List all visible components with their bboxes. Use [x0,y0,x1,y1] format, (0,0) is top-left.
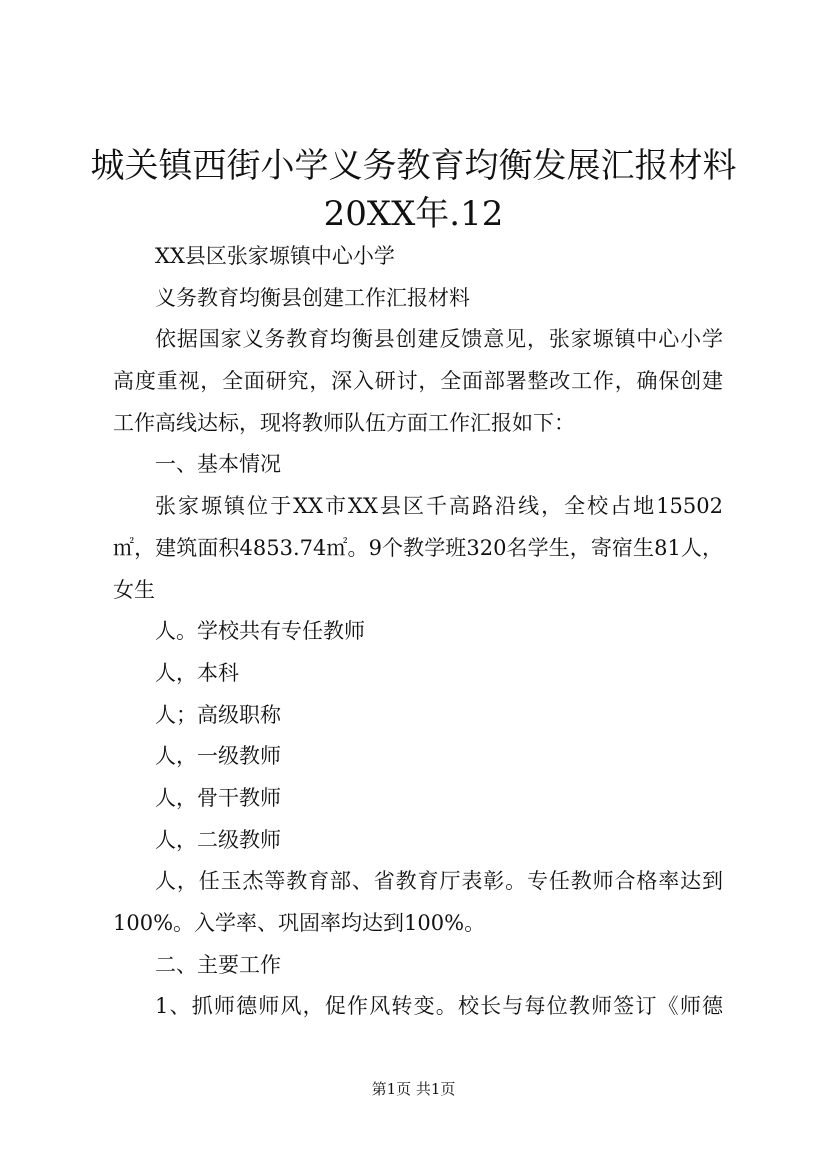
paragraph-line: ㎡，建筑面积4853.74㎡。9个教学班320名学生，寄宿生81人， [113,535,723,560]
paragraph-line: 1、抓师德师风，促作风转变。校长与每位教师签订《师德 [155,994,723,1019]
page-footer: 第1页 共1页 [371,1080,456,1098]
paragraph-line: 人；高级职称 [155,702,281,727]
document-title: 城关镇西街小学义务教育均衡发展汇报材料 [90,146,737,186]
paragraph-line: 女生 [113,577,155,602]
paragraph-line: 人，一级教师 [155,744,281,769]
section-heading: 一、基本情况 [155,452,281,477]
report-subtitle-line: 义务教育均衡县创建工作汇报材料 [155,285,470,310]
paragraph-line: 人，本科 [155,660,239,685]
paragraph-line: 人。学校共有专任教师 [155,619,365,644]
paragraph-line: 工作高线达标，现将教师队伍方面工作汇报如下： [113,410,575,435]
document-body [113,236,723,1028]
paragraph-line: 人，任玉杰等教育部、省教育厅表彰。专任教师合格率达到 [155,869,723,894]
paragraph-line: 依据国家义务教育均衡县创建反馈意见，张家塬镇中心小学 [155,327,723,352]
section-heading: 二、主要工作 [155,952,281,977]
paragraph-line: 人，二级教师 [155,827,281,852]
paragraph-line: 100%。入学率、巩固率均达到100%。 [113,911,486,935]
paragraph-line: 人，骨干教师 [155,785,281,810]
document-date: 20XX年.12 [323,194,504,234]
paragraph-line: 高度重视，全面研究，深入研讨，全面部署整改工作，确保创建 [113,369,723,394]
paragraph-line: 张家塬镇位于XX市XX县区千高路沿线，全校占地15502 [155,494,723,519]
school-name-line: XX县区张家塬镇中心小学 [155,244,395,268]
